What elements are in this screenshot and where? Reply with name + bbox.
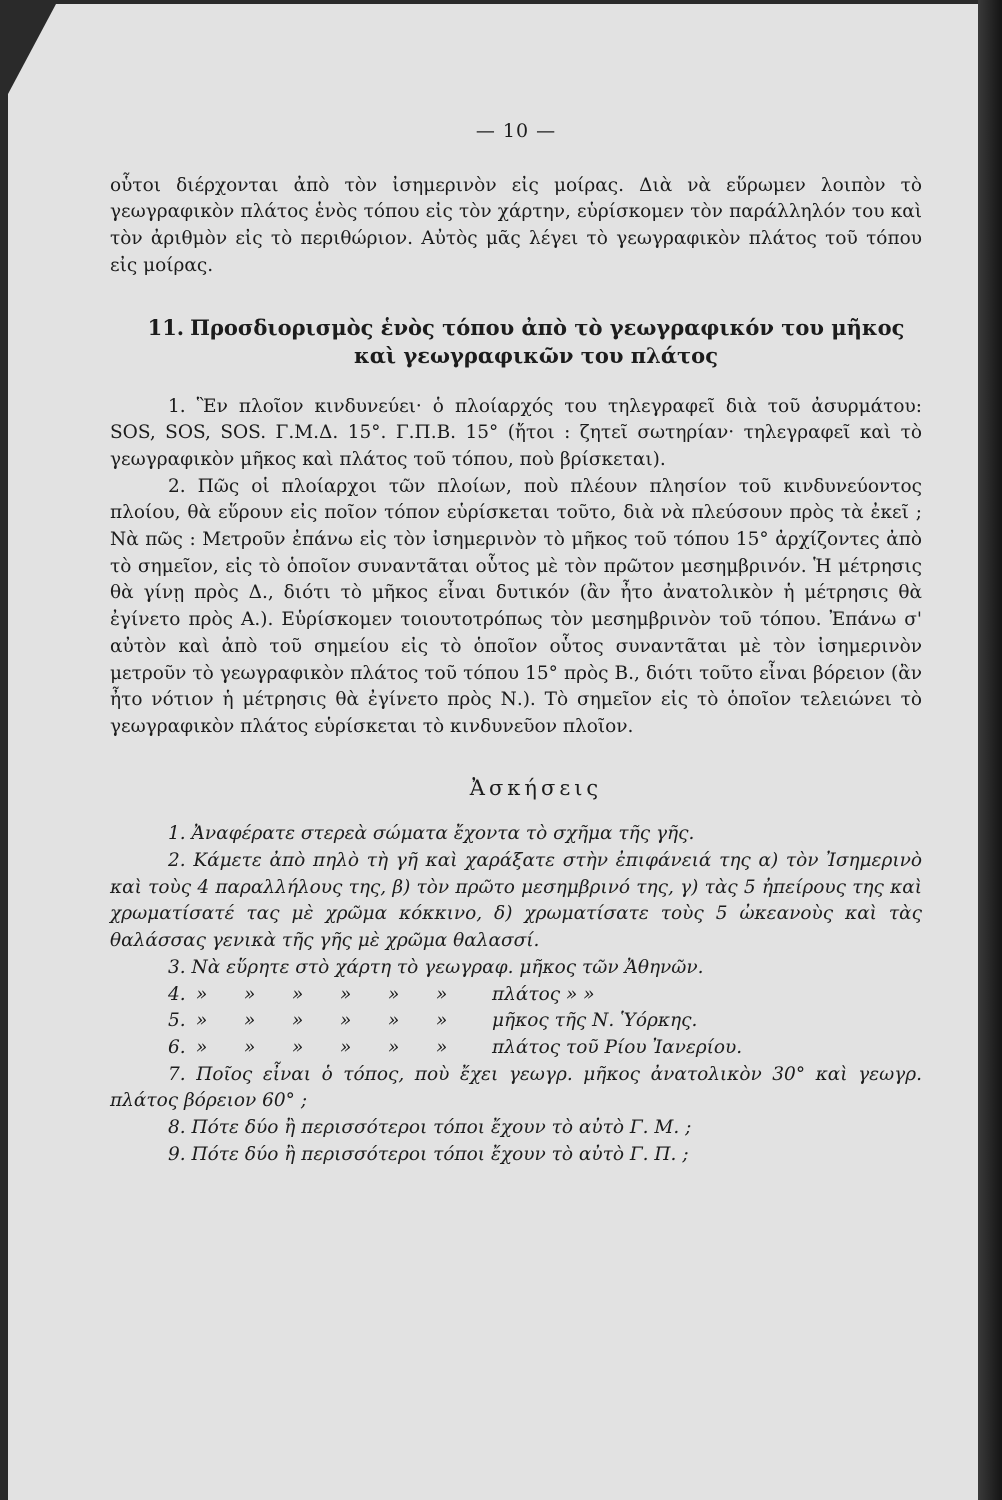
ditto-mark: » (292, 983, 304, 1005)
section-title-line1: Προσδιορισμὸς ἑνὸς τόπου ἀπὸ τὸ γεωγραφικόν του μῆκος (190, 314, 905, 340)
exercise-7: 7. Ποῖος εἶναι ὁ τόπος, ποὺ ἔχει γεωγρ. μῆκος ἀνατολικὸν 30° καὶ γεωγρ. πλάτος βόρειον 60° ; (110, 1063, 922, 1112)
ditto-mark: » (244, 1010, 256, 1032)
exercise-6-number: 6. (168, 1036, 186, 1058)
ditto-mark: » (340, 1036, 352, 1058)
section-paragraph-2: 2. Πῶς οἱ πλοίαρχοι τῶν πλοίων, ποὺ πλέουν πλησίον τοῦ κινδυνεύοντος πλοίου, θὰ εὕρουν εἰς ποῖον τόπον εὑρίσκεται τοῦτο, διὰ νὰ πλεύσουν πρὸς τὰ ἐκεῖ ; Νὰ πῶς : Μετροῦν ἐπάνω εἰς τὸν ἰσημερινὸν τὸ μῆκος τοῦ τόπου 15° ἀρχίζοντες ἀπὸ τὸ σημεῖον, εἰς τὸ ὁποῖον συναντᾶται οὗτος μὲ τὸν πρῶτον μεσημβρινόν. Ἡ μέτρησις θὰ γίνῃ πρὸς Δ., διότι τὸ μῆκος εἶναι δυτικόν (ἂν ἦτο ἀνατολικὸν ἡ μέτρησις θὰ ἐγίνετο πρὸς Α.). Εὑρίσκομεν τοιουτοτρόπως τὸν μεσημβρινὸν τοῦ τόπου. Ἐπάνω σ' αὐτὸν καὶ ἀπὸ τοῦ σημείου εἰς τὸ ὁποῖον οὗτος συναντᾶται μὲ τὸν ἰσημερινὸν μετροῦν τὸ γεωγραφικὸν πλάτος τοῦ τόπου 15° πρὸς Β., διότι τοῦτο εἶναι βόρειον (ἂν ἦτο νότιον ἡ μέτρησις θὰ ἐγίνετο πρὸς Ν.). Τὸ σημεῖον εἰς τὸ ὁποῖον τελειώνει τὸ γεωγραφικὸν πλάτος εὑρίσκεται τὸ κινδυνεῦον πλοῖον. (110, 475, 922, 737)
page-number: — 10 — (475, 120, 557, 142)
exercise-1: 1. Ἀναφέρατε στερεὰ σώματα ἔχοντα τὸ σχῆμα τῆς γῆς. (168, 823, 695, 845)
ditto-mark: » (340, 983, 352, 1005)
exercises-list (110, 821, 922, 1168)
exercise-5 (110, 1008, 922, 1035)
exercise-6-text: πλάτος τοῦ Ρίου Ἰανερίου. (492, 1036, 743, 1058)
exercise-4-text: πλάτος » » (492, 983, 595, 1005)
ditto-mark: » (388, 1036, 400, 1058)
ditto-mark: » (436, 1010, 448, 1032)
page-edge-shadow (978, 0, 1002, 1500)
section-heading (110, 314, 922, 370)
page-content (110, 118, 922, 1169)
ditto-mark: » (196, 1036, 208, 1058)
exercise-4 (110, 982, 922, 1009)
exercise-2: 2. Κάμετε ἀπὸ πηλὸ τὴ γῆ καὶ χαράξατε στὴν ἐπιφάνειά της α) τὸν Ἰσημερινὸ καὶ τοὺς 4 παραλλήλους της, β) τὸν πρῶτο μεσημβρινό της, γ) τὰς 5 ἠπείρους της καὶ χρωματίσατέ τας μὲ χρῶμα κόκκινο, δ) χρωματίσατε τοὺς 5 ὠκεανοὺς καὶ τὰς θαλάσσας γενικὰ τῆς γῆς μὲ χρῶμα θαλασσί. (110, 850, 922, 952)
ditto-mark: » (436, 983, 448, 1005)
ditto-mark: » (340, 1010, 352, 1032)
exercise-6 (110, 1035, 922, 1062)
ditto-mark: » (292, 1036, 304, 1058)
ditto-mark: » (388, 983, 400, 1005)
ditto-mark: » (244, 1036, 256, 1058)
section-paragraph-1: 1. Ἓν πλοῖον κινδυνεύει· ὁ πλοίαρχός του τηλεγραφεῖ διὰ τοῦ ἀσυρμάτου: SOS, SOS, SOS. Γ.Μ.Δ. 15°. Γ.Π.Β. 15° (ἤτοι : ζητεῖ σωτηρίαν· τηλεγραφεῖ καὶ τὸ γεωγραφικὸν μῆκος καὶ πλάτος τοῦ τόπου, ποὺ βρίσκεται). (110, 395, 922, 470)
ditto-mark: » (292, 1010, 304, 1032)
ditto-mark: » (388, 1010, 400, 1032)
exercise-4-number: 4. (168, 983, 186, 1005)
ditto-mark: » (244, 983, 256, 1005)
exercise-8: 8. Πότε δύο ἢ περισσότεροι τόποι ἔχουν τὸ αὐτὸ Γ. Μ. ; (168, 1117, 692, 1139)
exercise-3: 3. Νὰ εὕρητε στὸ χάρτη τὸ γεωγραφ. μῆκος τῶν Ἀθηνῶν. (168, 956, 704, 978)
intro-paragraph: οὗτοι διέρχονται ἀπὸ τὸν ἰσημερινὸν εἰς μοίρας. Διὰ νὰ εὕρωμεν λοιπὸν τὸ γεωγραφικὸν πλάτος ἑνὸς τόπου εἰς τὸν χάρτην, εὑρίσκομεν τὸν παράλληλόν του καὶ τὸν ἀριθμὸν εἰς τὸ περιθώριον. Αὐτὸς μᾶς λέγει τὸ γεωγραφικὸν πλάτος τοῦ τόπου εἰς μοίρας. (110, 174, 922, 276)
exercise-5-number: 5. (168, 1010, 186, 1032)
exercise-9: 9. Πότε δύο ἢ περισσότεροι τόποι ἔχουν τὸ αὐτὸ Γ. Π. ; (168, 1143, 689, 1165)
exercise-5-text: μῆκος τῆς Ν. Ὑόρκης. (492, 1010, 698, 1032)
exercises-title: Ἀσκήσεις (469, 775, 603, 800)
ditto-mark: » (196, 983, 208, 1005)
ditto-mark: » (436, 1036, 448, 1058)
section-number: 11. (147, 314, 185, 340)
section-title-line2: καὶ γεωγραφικῶν του πλάτος (354, 342, 718, 368)
ditto-mark: » (196, 1010, 208, 1032)
